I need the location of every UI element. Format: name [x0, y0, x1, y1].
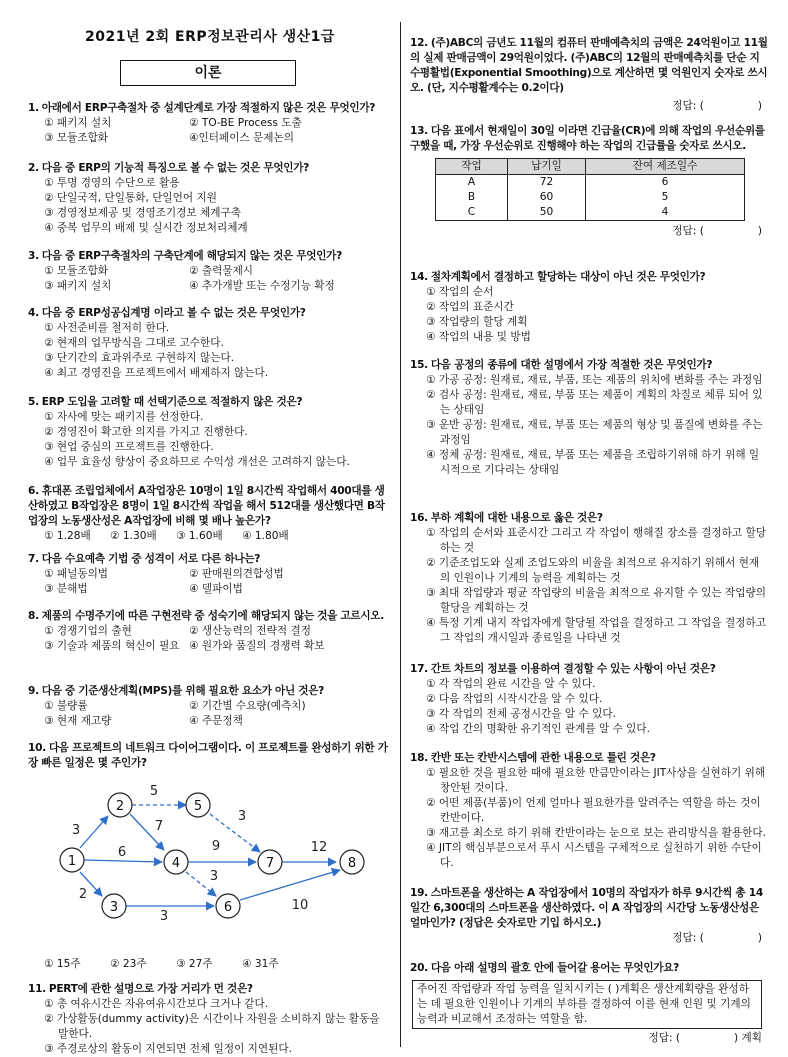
option: ③ 단기간의 효과위주로 구현하지 않는다. — [44, 352, 235, 364]
question-text: 17. 간트 차트의 정보를 이용하여 결정할 수 있는 사항이 아닌 것은? — [410, 663, 716, 675]
option: ③ 패키지 설치 — [44, 280, 112, 292]
question-text: 18. 칸반 또는 칸반시스템에 관한 내용으로 틀린 것은? — [410, 752, 656, 764]
option: ① 작업의 순서와 표준시간 그리고 각 작업이 행해질 장소를 결정하고 할당하는 것 — [426, 527, 766, 554]
node-label: 8 — [347, 856, 357, 871]
node-label: 5 — [193, 799, 203, 814]
option: ① 총 여유시간은 자유여유시간보다 크거나 같다. — [44, 998, 269, 1010]
table-header: 작업 — [436, 159, 508, 175]
option: ④ 원가와 품질의 경쟁력 확보 — [189, 640, 325, 652]
option: ② 출력물제시 — [189, 265, 254, 277]
question-1 — [28, 101, 392, 146]
option: ① 각 작업의 완료 시간을 알 수 있다. — [426, 678, 596, 690]
question-3 — [28, 249, 392, 294]
option: ② 기준조업도와 실제 조업도와의 비율을 최적으로 유지하기 위해서 현재의 인원이나 기계의 능력을 계획하는 것 — [426, 557, 760, 584]
node-label: 2 — [115, 799, 125, 814]
option: ① 패널동의법 — [44, 568, 109, 580]
option: ④ 작업 간의 명확한 유기적인 관계를 알 수 있다. — [426, 723, 651, 735]
option: ④인터페이스 문제논의 — [189, 132, 294, 144]
option: ② 23주 — [110, 958, 147, 970]
question-10-options — [28, 957, 392, 972]
option: ② 1.30배 — [110, 530, 157, 542]
question-5 — [28, 395, 392, 470]
option: ③ 각 작업의 전체 공정시간을 알 수 있다. — [426, 708, 616, 720]
edge-label: 3 — [159, 909, 169, 924]
option: ① 가공 공정: 원재료, 재료, 부품, 또는 제품의 위치에 변화를 주는 과정임 — [426, 374, 763, 386]
question-text: 14. 절차계획에서 결정하고 할당하는 대상이 아닌 것은 무엇인가? — [410, 271, 706, 283]
option: ③ 경영정보제공 및 경영조기경보 체계구축 — [44, 207, 241, 219]
question-text: 19. 스마트폰을 생산하는 A 작업장에서 10명의 작업자가 하루 9시간씩 총 14일간 6,300대의 스마트폰을 생산하였다. 이 A 작업장의 시간당 노동생산성은 얼마인가? (정답은 숫자로만 기입 하시오.) — [410, 887, 763, 929]
option: ④ 델파이법 — [189, 583, 243, 595]
option: ② 판매원의견합성법 — [189, 568, 284, 580]
option: ③ 작업량의 할당 계획 — [426, 316, 528, 328]
question-text: 12. (주)ABC의 금년도 11월의 컴퓨터 판매예측치의 금액은 24억원이고 11월의 실제 판매금액이 29억원이었다. (주)ABC의 12월의 판매예측치를 단순 지수평활법(Exponential Smoothing)으로 계산하면 몇 억원인지 숫자로 쓰시오. (단, 지수평활계수는 0.2이다) — [410, 37, 768, 94]
edge-label: 2 — [78, 887, 88, 902]
option: ③ 최대 작업량과 평균 작업량의 비율을 최적으로 유지할 수 있는 작업량의 할당을 계획하는 것 — [426, 587, 766, 614]
question-text: 20. 다음 아래 설명의 괄호 안에 들어갈 용어는 무엇인가요? — [410, 962, 679, 974]
question-text: 6. 휴대폰 조립업체에서 A작업장은 10명이 1일 8시간씩 작업해서 400대를 생산하였고 B작업장은 8명이 1일 8시간씩 작업을 해서 512대를 생산했다면 B작업장의 노동생산성은 A작업장에 비해 몇 배나 높은가? — [28, 485, 385, 527]
answer-blank[interactable]: 정답: ( ) — [672, 100, 762, 112]
option: ② 다음 작업의 시작시간을 알 수 있다. — [426, 693, 603, 705]
option: ④ 추가개발 또는 수정기능 확정 — [189, 280, 335, 292]
option: ① 15주 — [44, 958, 81, 970]
question-text: 13. 다음 표에서 현재일이 30일 이라면 긴급율(CR)에 의해 작업의 우선순위를 구했을 때, 가장 우선순위로 진행해야 하는 작업의 긴급률을 숫자로 쓰시오. — [410, 125, 765, 152]
option: ④ 정체 공정: 원재료, 재료, 부품 또는 제품을 조립하기위해 하기 위해 일시적으로 기다리는 상태임 — [426, 449, 760, 476]
option: ② 생산능력의 전략적 결정 — [189, 625, 311, 637]
option: ① 작업의 순서 — [426, 286, 494, 298]
answer-blank[interactable]: 정답: ( ) — [672, 225, 762, 237]
question-text: 10. 다음 프로젝트의 네트워크 다이어그램이다. 이 프로젝트를 완성하기 위한 가장 빠른 일정은 몇 주인가? — [28, 742, 388, 769]
question-15 — [410, 358, 768, 478]
option: ② TO-BE Process 도출 — [189, 117, 302, 129]
option: ① 사전준비를 철저히 한다. — [44, 322, 170, 334]
edge-6-8 — [240, 870, 340, 900]
edge-label: 7 — [154, 819, 164, 834]
option: ④ JIT의 핵심부분으로서 푸시 시스템을 구체적으로 실천하기 위한 수단이다. — [426, 842, 762, 869]
option: ④ 최고 경영진을 프로젝트에서 배제하지 않는다. — [44, 367, 269, 379]
answer-blank[interactable]: 정답: ( ) — [672, 932, 762, 944]
option: ④ 주문정책 — [189, 715, 243, 727]
question-9 — [28, 684, 392, 729]
question-text: 16. 부하 계획에 대한 내용으로 옳은 것은? — [410, 512, 603, 524]
option: ② 가상활동(dummy activity)은 시간이나 자원을 소비하지 않는 활동을 말한다. — [44, 1013, 380, 1040]
option: ② 어떤 제품(부품)이 언제 얼마나 필요한가를 알려주는 역할을 하는 것이 칸반이다. — [426, 797, 761, 824]
question-7 — [28, 552, 392, 597]
question-text: 7. 다음 수요예측 기법 중 성격이 서로 다른 하나는? — [28, 553, 261, 565]
answer-blank[interactable]: 정답: ( ) 계획 — [648, 1032, 762, 1044]
page-title: 2021년 2회 ERP정보관리사 생산1급 — [85, 29, 335, 45]
node-label: 1 — [67, 854, 77, 869]
question-17 — [410, 662, 768, 737]
option: ① 투명 경영의 수단으로 활용 — [44, 177, 180, 189]
table-header: 잔여 제조일수 — [586, 159, 745, 175]
section-label: 이론 — [120, 60, 296, 86]
option: ① 불량률 — [44, 700, 88, 712]
question-text: 5. ERP 도입을 고려할 때 선택기준으로 적절하지 않은 것은? — [28, 396, 303, 408]
option: ② 기간별 수요량(예측치) — [189, 700, 306, 712]
option: ④ 업무 효율성 향상이 중요하므로 수익성 개선은 고려하지 않는다. — [44, 456, 350, 468]
edge-1-2 — [80, 816, 108, 848]
question-16 — [410, 511, 768, 646]
option: ③ 재고를 최소로 하기 위해 칸반이라는 눈으로 보는 관리방식을 활용한다. — [426, 827, 766, 839]
question-12 — [410, 36, 768, 114]
option: ③ 1.60배 — [176, 530, 223, 542]
edge-1-4 — [84, 860, 162, 862]
option: ④ 31주 — [242, 958, 279, 970]
definition-box: 주어진 작업량과 작업 능력을 일치시키는 ( )계획은 생산계획량을 완성하는 데 필요한 인원이나 기계의 부하를 결정하여 이를 현재 인원 및 기계의 능력과 비교해서 조정하는 역할을 함. — [412, 980, 762, 1029]
question-13 — [410, 124, 768, 239]
option: ① 필요한 것을 필요한 때에 필요한 만큼만이라는 JIT사상을 실현하기 위해 창안된 것이다. — [426, 767, 766, 794]
question-text: 1. 아래에서 ERP구축절차 중 설계단계로 가장 적절하지 않은 것은 무엇인가? — [28, 102, 376, 114]
question-text: 4. 다음 중 ERP성공십계명 이라고 볼 수 없는 것은 무엇인가? — [28, 307, 306, 319]
edge-label: 6 — [117, 845, 127, 860]
option: ① 1.28배 — [44, 530, 91, 542]
question-10 — [28, 741, 392, 771]
option: ④ 특정 기계 내지 작업자에게 할당될 작업을 결정하고 그 작업을 결정하고 그 작업의 개시일과 종료일을 나타낸 것 — [426, 617, 766, 644]
question-4 — [28, 306, 392, 381]
edge-label: 3 — [209, 869, 219, 884]
option: ① 패키지 설치 — [44, 117, 112, 129]
option: ② 단일국적, 단일통화, 단일언어 지원 — [44, 192, 217, 204]
question-text: 15. 다음 공정의 종류에 대한 설명에서 가장 적절한 것은 무엇인가? — [410, 359, 713, 371]
table-row: B 60 5 — [436, 190, 745, 205]
edge-label: 9 — [211, 839, 221, 854]
option: ② 현재의 업무방식을 그대로 고수한다. — [44, 337, 224, 349]
node-label: 6 — [223, 900, 233, 915]
option: ① 자사에 맞는 패키지를 선정한다. — [44, 411, 204, 423]
priority-table — [435, 158, 745, 221]
question-19 — [410, 886, 768, 946]
table-row: C 50 4 — [436, 205, 745, 221]
node-label: 4 — [171, 856, 181, 871]
option: ③ 주경로상의 활동이 지연되면 전체 일정이 지연된다. — [44, 1043, 292, 1055]
question-2 — [28, 161, 392, 236]
option: ③ 운반 공정: 원재료, 재료, 부품 또는 제품의 형상 및 품질에 변화를 주는 과정임 — [426, 419, 763, 446]
option: ① 모듈조합화 — [44, 265, 109, 277]
option: ③ 모듈조합화 — [44, 132, 109, 144]
option: ② 검사 공정: 원재료, 재료, 부품 또는 제품이 계획의 차질로 체류 되어 있는 상태임 — [426, 389, 763, 416]
question-18 — [410, 751, 768, 871]
table-row: A 72 6 — [436, 175, 745, 191]
question-8 — [28, 609, 392, 654]
edge-label: 10 — [291, 898, 309, 913]
option: ③ 기술과 제품의 혁신이 필요 — [44, 640, 180, 652]
option: ③ 현업 중심의 프로젝트를 진행한다. — [44, 441, 214, 453]
option: ④ 작업의 내용 및 방법 — [426, 331, 531, 343]
option: ① 경쟁기업의 출현 — [44, 625, 132, 637]
question-11 — [28, 982, 392, 1057]
question-text: 8. 제품의 수명주기에 따른 구현전략 중 성숙기에 해당되지 않는 것을 고르시오. — [28, 610, 384, 622]
option: ③ 27주 — [176, 958, 213, 970]
option: ② 작업의 표준시간 — [426, 301, 514, 313]
question-20 — [410, 961, 768, 1046]
node-label: 3 — [109, 900, 119, 915]
question-text: 3. 다음 중 ERP구축절차의 구축단계에 해당되지 않는 것은 무엇인가? — [28, 250, 342, 262]
node-label: 7 — [265, 856, 275, 871]
question-text: 11. PERT에 관한 설명으로 가장 거리가 먼 것은? — [28, 983, 253, 995]
column-divider — [400, 22, 401, 1047]
option: ④ 중복 업무의 배제 및 실시간 정보처리체계 — [44, 222, 248, 234]
question-text: 9. 다음 중 기준생산계획(MPS)를 위해 필요한 요소가 아닌 것은? — [28, 685, 325, 697]
option: ③ 현재 재고량 — [44, 715, 112, 727]
edge-label: 5 — [149, 784, 159, 799]
question-6 — [28, 484, 392, 544]
option: ④ 1.80배 — [242, 530, 289, 542]
option: ③ 분해법 — [44, 583, 88, 595]
option: ② 경영진이 확고한 의지를 가지고 진행한다. — [44, 426, 248, 438]
question-text: 2. 다음 중 ERP의 기능적 특징으로 볼 수 없는 것은 무엇인가? — [28, 162, 309, 174]
edge-label: 12 — [310, 840, 328, 855]
table-header: 납기일 — [508, 159, 586, 175]
network-diagram — [28, 780, 392, 950]
edge-label: 3 — [237, 809, 247, 824]
edge-label: 3 — [71, 823, 81, 838]
question-14 — [410, 270, 768, 345]
